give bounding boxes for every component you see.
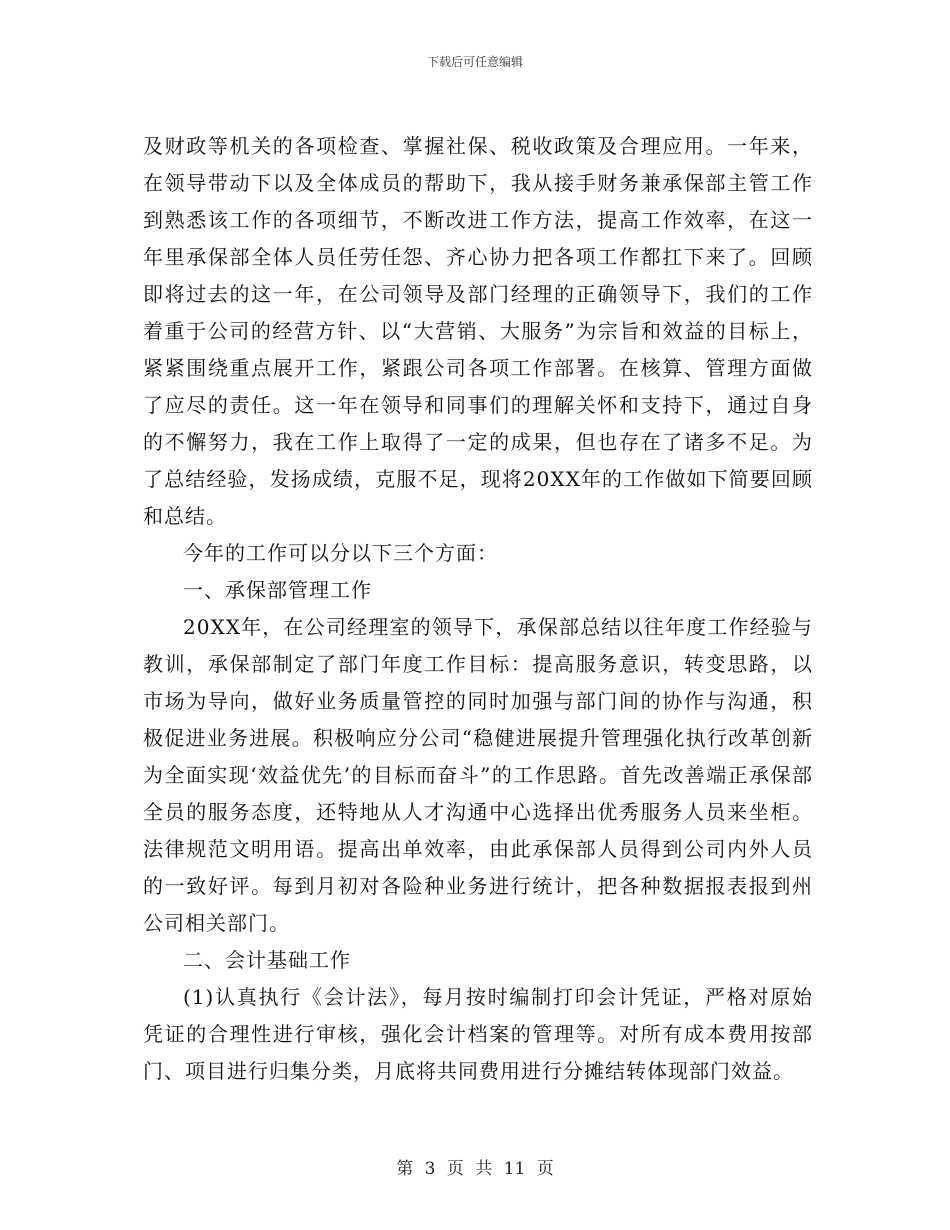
paragraph-intro: 及财政等机关的各项检查、掌握社保、税收政策及合理应用。一年来，在领导带动下以及全体成员的帮助下，我从接手财务兼承保部主管工作到熟悉该工作的各项细节，不断改进工作方法，提高工作效率，在这一年里承保部全体人员任劳任怨、齐心协力把各项工作都扛下来了。回顾即将过去的这一年，在公司领导及部门经理的正确领导下，我们的工作着重于公司的经营方针、以“大营销、大服务”为宗旨和效益的目标上，紧紧围绕重点展开工作，紧跟公司各项工作部署。在核算、管理方面做了应尽的责任。这一年在领导和同事们的理解关怀和支持下，通过自身的不懈努力，我在工作上取得了一定的成果，但也存在了诸多不足。为了总结经验，发扬成绩，克服不足，现将20XX年的工作做如下简要回顾和总结。	[143, 134, 813, 528]
page-header: 下载后可任意编辑	[426, 55, 523, 69]
paragraph-accounting: (1)认真执行《会计法》，每月按时编制打印会计凭证，严格对原始凭证的合理性进行审核，强化会计档案的管理等。对所有成本费用按部门、项目进行归集分类，月底将共同费用进行分摊结转体现部门效益。	[143, 985, 813, 1083]
page-footer: 第 3 页 共 11 页	[396, 1159, 554, 1179]
document-body	[143, 128, 813, 1090]
section-heading-accounting: 二、会计基础工作	[183, 948, 351, 972]
paragraph-underwriting: 20XX年，在公司经理室的领导下，承保部总结以往年度工作经验与教训，承保部制定了部门年度工作目标：提高服务意识，转变思路，以市场为导向，做好业务质量管控的同时加强与部门间的协作与沟通，积极促进业务进展。积极响应分公司“稳健进展提升管理强化执行改革创新为全面实现‘效益优先’的目标而奋斗”的工作思路。首先改善端正承保部全员的服务态度，还特地从人才沟通中心选择出优秀服务人员来坐柜。法律规范文明用语。提高出单效率，由此承保部人员得到公司内外人员的一致好评。每到月初对各险种业务进行统计，把各种数据报表报到州公司相关部门。	[143, 615, 813, 935]
paragraph-overview: 今年的工作可以分以下三个方面：	[183, 541, 498, 565]
section-heading-underwriting: 一、承保部管理工作	[183, 578, 372, 602]
